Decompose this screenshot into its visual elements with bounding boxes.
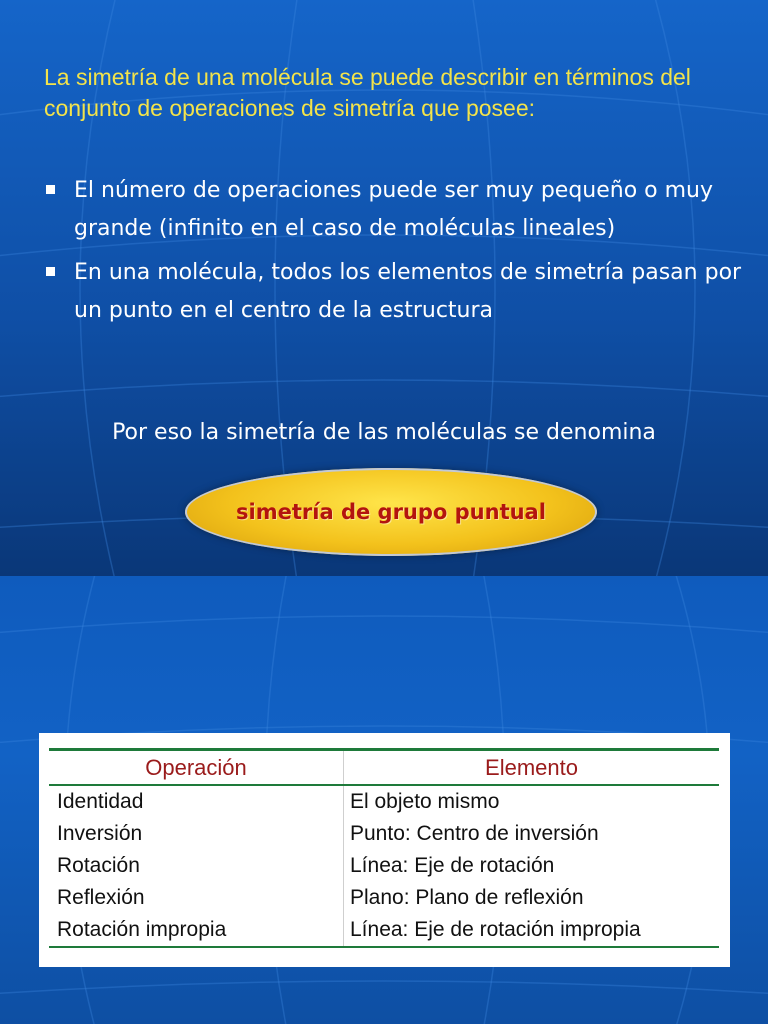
operation-cell: Inversión (57, 822, 143, 845)
operation-cell: Rotación (57, 854, 140, 877)
table-row (49, 850, 719, 882)
element-cell: Plano: Plano de reflexión (344, 882, 720, 914)
highlight-ellipse (185, 468, 597, 556)
square-bullet-icon (46, 267, 55, 276)
bullet-text: En una molécula, todos los elementos de simetría pasan por un punto en el centro de la estructura (74, 260, 742, 323)
table-header-row (49, 750, 719, 786)
square-bullet-icon (46, 185, 55, 194)
column-header-operation: Operación (145, 754, 247, 780)
bullet-item (44, 172, 744, 248)
bullet-text: El número de operaciones puede ser muy pequeño o muy grande (infinito en el caso de moléculas lineales) (74, 178, 713, 241)
bullet-list (44, 172, 744, 336)
column-header-element: Elemento (344, 750, 720, 786)
table-row (49, 914, 719, 947)
table-row (49, 785, 719, 818)
table-row (49, 818, 719, 850)
operation-cell: Rotación impropia (57, 918, 227, 941)
conclusion-text: Por eso la simetría de las moléculas se denomina (112, 420, 656, 445)
operations-table-card (39, 733, 730, 967)
intro-text: La simetría de una molécula se puede describir en términos del conjunto de operaciones de simetría que posee: (44, 64, 691, 121)
table-row (49, 882, 719, 914)
element-cell: Punto: Centro de inversión (344, 818, 720, 850)
element-cell: Línea: Eje de rotación impropia (344, 914, 720, 947)
operation-cell: Reflexión (57, 886, 145, 909)
element-cell: El objeto mismo (344, 785, 720, 818)
element-cell: Línea: Eje de rotación (344, 850, 720, 882)
slide-2 (0, 576, 768, 1024)
operation-cell: Identidad (57, 790, 144, 813)
bullet-item (44, 254, 744, 330)
operations-table (49, 748, 719, 948)
highlight-label: simetría de grupo puntual (236, 500, 546, 524)
